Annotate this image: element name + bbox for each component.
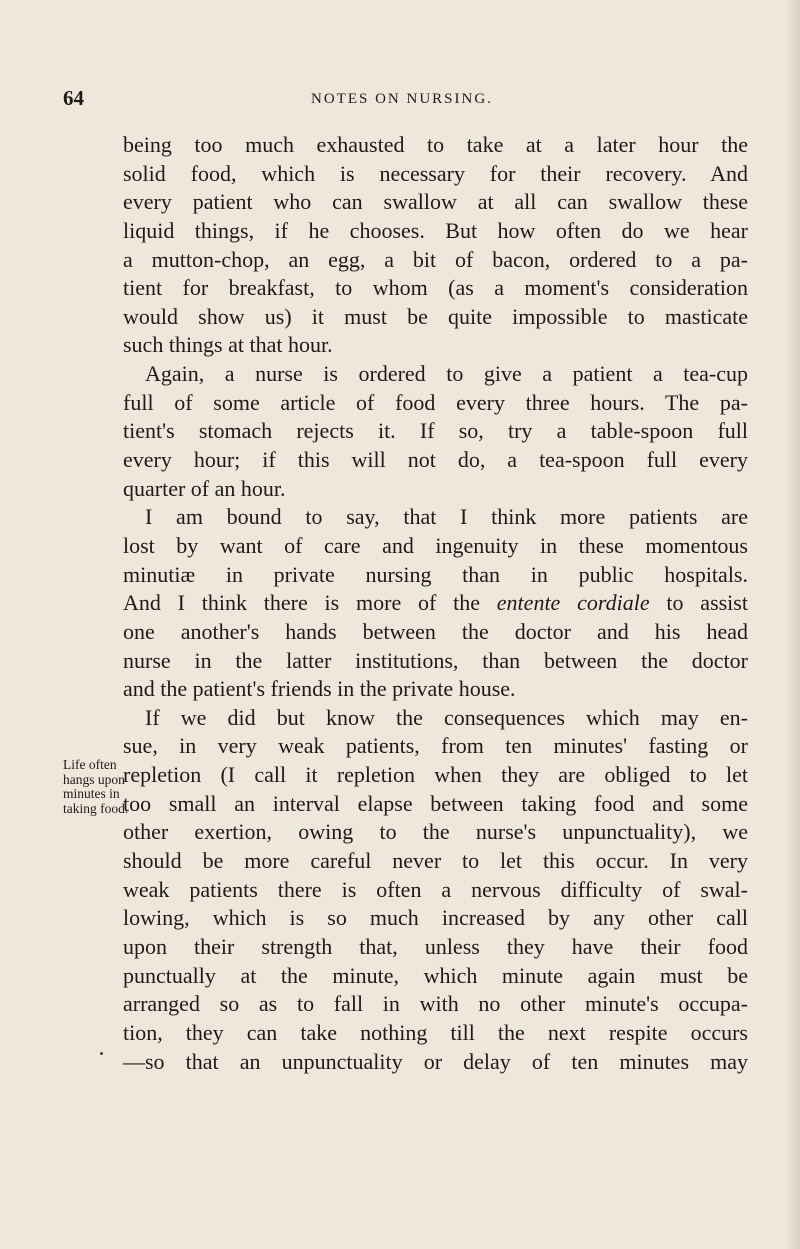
text-line: being too much exhausted to take at a later hour the: [123, 132, 748, 157]
margin-note-line: Life often: [63, 757, 117, 772]
text-line: every hour; if this will not do, a tea-spoon full every: [123, 447, 748, 473]
text-line: solid food, which is necessary for their recovery. And: [123, 160, 748, 186]
text-line: repletion (I call it repletion when they are obliged to let: [123, 762, 748, 788]
text-line: punctually at the minute, which minute again must be: [123, 962, 748, 988]
text-line: other exertion, owing to the nurse's unpunctuality), we: [123, 819, 748, 845]
text-line: full of some article of food every three hours. The pa-: [123, 389, 748, 415]
text-line: weak patients there is often a nervous difficulty of swal-: [123, 876, 748, 902]
text-line: a mutton-chop, an egg, a bit of bacon, ordered to a pa-: [123, 246, 748, 272]
text-line: should be more careful never to let this occur. In very: [123, 848, 748, 874]
text-line: and the patient's friends in the private house.: [123, 676, 516, 702]
text-line: too small an interval elapse between taking food and some: [123, 790, 748, 816]
text-line: arranged so as to fall in with no other minute's occupa-: [123, 991, 748, 1017]
margin-note-line: taking food.: [63, 800, 129, 816]
text-line: nurse in the latter institutions, than between the doctor: [123, 647, 748, 673]
paragraph-start-line: If we did but know the consequences which may en-: [145, 704, 748, 730]
text-line-with-italic: [123, 589, 748, 618]
margin-note-line: hangs upon: [63, 771, 125, 787]
page-number: 64: [63, 86, 84, 110]
text-line: lost by want of care and ingenuity in these momentous: [123, 532, 748, 558]
text-line: tion, they can take nothing till the next respite occurs: [123, 1019, 748, 1045]
text-line: minutiæ in private nursing than in public hospitals.: [123, 561, 748, 587]
text-line: —so that an unpunctuality or delay of ten minutes may: [123, 1048, 748, 1074]
body-text: [123, 131, 748, 1076]
text-line: lowing, which is so much increased by any other call: [123, 905, 748, 931]
text-line: tient for breakfast, to whom (as a moment's consideration: [123, 275, 748, 301]
print-speck: [100, 1052, 103, 1055]
italic-phrase: entente cordiale: [496, 590, 650, 616]
page-edge-shadow: [786, 0, 800, 1249]
text-segment: And I think there is more of the: [123, 590, 497, 616]
margin-note-line: minutes in: [63, 786, 120, 801]
text-line: one another's hands between the doctor and his head: [123, 618, 748, 644]
paragraph-start-line: Again, a nurse is ordered to give a patient a tea-cup: [145, 361, 748, 387]
text-segment: to assist: [649, 590, 748, 616]
paragraph-start-line: I am bound to say, that I think more patients are: [145, 504, 748, 530]
text-line: liquid things, if he chooses. But how often do we hear: [123, 217, 748, 243]
text-line: quarter of an hour.: [123, 475, 286, 501]
text-line: tient's stomach rejects it. If so, try a table-spoon full: [123, 418, 748, 444]
page-header: [0, 86, 800, 112]
text-line: such things at that hour.: [123, 332, 333, 358]
text-line: every patient who can swallow at all can swallow these: [123, 189, 748, 215]
text-line: sue, in very weak patients, from ten minutes' fasting or: [123, 733, 748, 759]
text-line: upon their strength that, unless they have their food: [123, 933, 748, 959]
text-line: would show us) it must be quite impossible to masticate: [123, 303, 748, 329]
running-head: NOTES ON NURSING.: [311, 91, 493, 107]
